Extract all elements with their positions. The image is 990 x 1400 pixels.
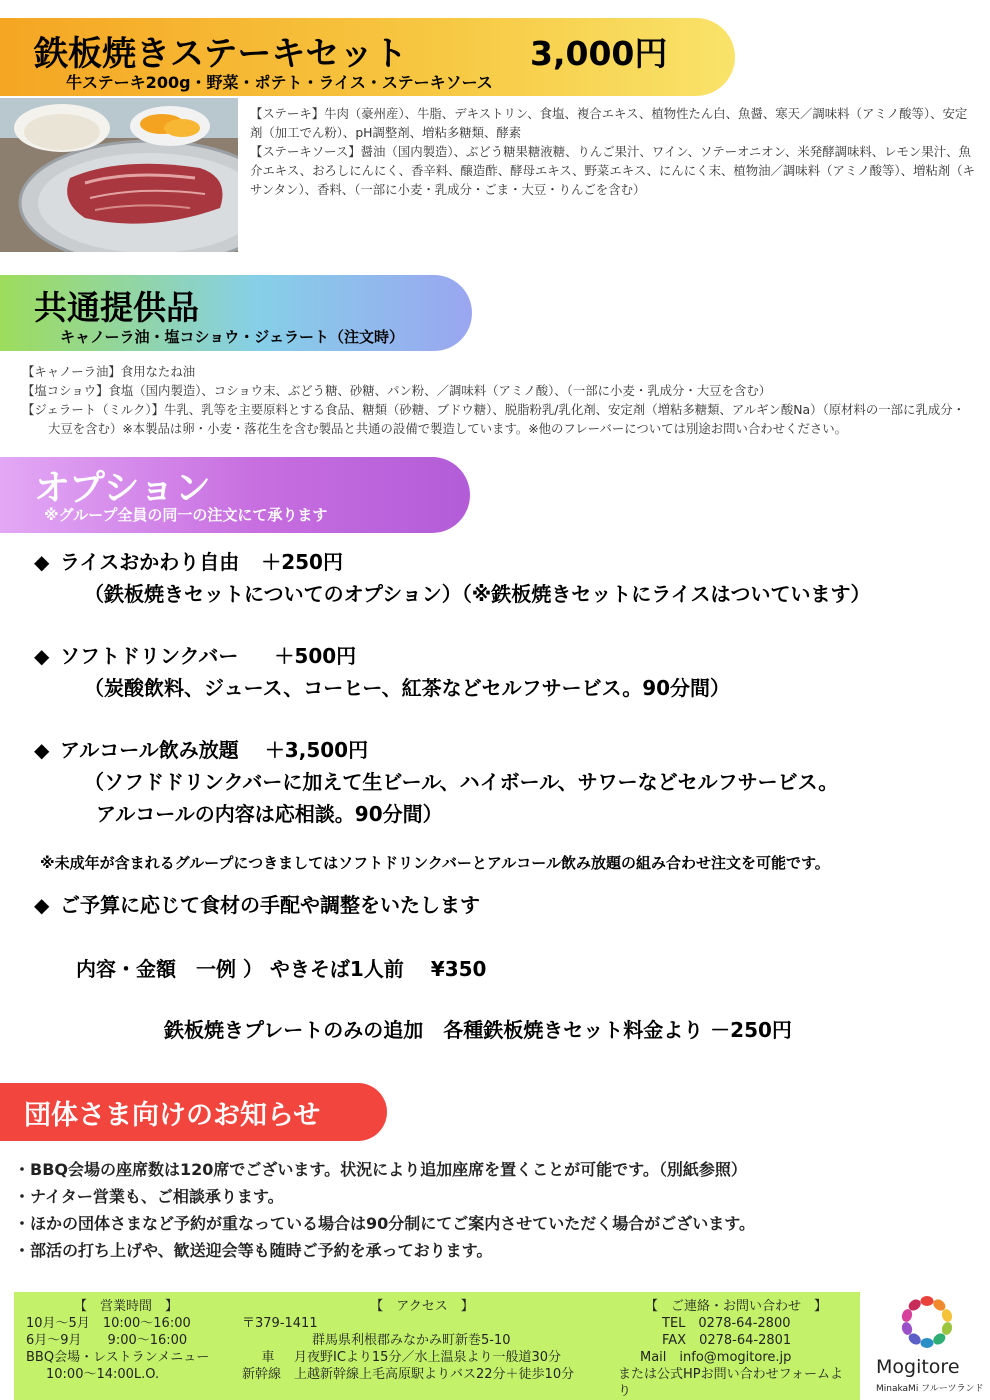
option-price: ＋3,500円 [264,738,369,762]
option-all-you-can-drink-desc1: （ソフドドリンクバーに加えて生ビール、ハイボール、サワーなどセルフサービス。 [84,770,839,794]
steak-ingredients [250,104,975,199]
steak-plate-image [0,98,238,252]
steak-set-price: 3,000円 [530,34,668,73]
steak-photo [0,98,238,252]
option-all-you-can-drink [34,734,368,763]
hours-line: BBQ会場・レストランメニュー [26,1350,210,1365]
train-access: 上越新幹線上毛高原駅よりバス22分＋徒歩10分 [294,1367,575,1382]
logo-petal [921,1338,934,1348]
access-heading: 【 アクセス 】 [370,1299,474,1314]
option-name: アルコール飲み放題 [60,738,239,762]
contact-web: または公式HPお問い合わせフォームより [618,1367,843,1399]
diamond-bullet-icon: ◆ [34,644,50,668]
budget-example: 内容・金額 一例 ） やきそば1人前 ¥350 [76,957,487,981]
option-rice-refill-desc: （鉄板焼きセットについてのオプション）（※鉄板焼きセットにライスはついています） [84,582,871,606]
notice-item: ・部活の打ち上げや、歓送迎会等も随時ご予約を承っております。 [14,1241,493,1260]
contact-tel: TEL 0278-64-2800 [662,1316,791,1331]
contact-heading: 【 ご連絡・お問い合わせ 】 [644,1299,827,1314]
common-items-subtitle: キャノーラ油・塩コショウ・ジェラート（注文時） [60,328,404,346]
car-access: 月夜野ICより15分／水上温泉より一般道30分 [294,1350,561,1365]
option-name: ソフトドリンクバー [60,644,239,668]
hours-heading: 【 営業時間 】 [73,1299,178,1314]
footer-info-box [14,1292,860,1400]
diamond-bullet-icon: ◆ [34,893,50,917]
logo-petal [921,1296,934,1306]
ingredient-steak: 【ステーキ】牛肉（豪州産）、牛脂、デキストリン、食塩、複合エキス、植物性たん白、魚醤、寒天／調味料（アミノ酸等）、安定剤（加工でん粉）、pH調整剤、増粘多糖類、酵素 [250,106,968,140]
contact-fax: FAX 0278-64-2801 [662,1333,792,1348]
option-budget-arrangement [34,889,480,918]
contact-mail: Mail info@mogitore.jp [640,1350,792,1365]
ingredient-canola-oil: 【キャノーラ油】食用なたね油 [22,364,196,379]
option-soft-drink-bar-desc: （炭酸飲料、ジュース、コーヒー、紅茶などセルフサービス。90分間） [84,676,731,700]
address: 群馬県利根郡みなかみ町新巻5-10 [312,1333,511,1348]
train-label: 新幹線 [242,1367,282,1382]
option-soft-drink-bar [34,640,356,669]
postal-code: 〒379-1411 [242,1316,318,1331]
logo-name: Mogitore [876,1356,960,1378]
option-name: ご予算に応じて食材の手配や調整をいたします [60,893,480,917]
steak-set-title: 鉄板焼きステーキセット [34,34,408,74]
options-subtitle: ※グループ全員の同一の注文にて承ります [44,506,328,524]
diamond-bullet-icon: ◆ [34,738,50,762]
car-label: 車 [261,1350,275,1365]
business-hours [26,1298,226,1383]
ingredient-salt-pepper: 【塩コショウ】食塩（国内製造）、コショウ末、ぶどう糖、砂糖、パン粉、／調味料（アミノ酸）、（一部に小麦・乳成分・大豆を含む） [22,383,772,398]
option-name: ライスおかわり自由 [60,550,240,574]
option-price: ＋250円 [261,550,343,574]
notice-item: ・ナイター営業も、ご相談承ります。 [14,1187,284,1206]
plate-only-addition: 鉄板焼きプレートのみの追加 各種鉄板焼きセット料金より －250円 [164,1018,792,1042]
ingredient-steak-sauce: 【ステーキソース】醤油（国内製造）、ぶどう糖果糖液糖、りんご果汁、ワイン、ソテーオニオン、米発酵調味料、レモン果汁、魚介エキス、おろしにんにく、香辛料、醸造酢、酵母エキス、野菜エキス、にんにく末、植物油／調味料（アミノ酸等）、増粘剤（キサンタン）、香料、（一部に小麦・乳成分・ごま・大豆・りんごを含む） [250,144,975,197]
common-items-ingredients [22,362,977,438]
notice-item: ・BBQ会場の座席数は120席でございます。状況により追加座席を置くことが可能です。（別紙参照） [14,1160,747,1179]
hours-line: 10:00～14:00L.O. [46,1367,160,1382]
common-items-title: 共通提供品 [34,288,199,327]
hours-line: 10月～5月 10:00～16:00 [26,1316,191,1331]
diamond-bullet-icon: ◆ [34,550,50,574]
contact-info [618,1298,854,1400]
minor-group-note: ※未成年が含まれるグループにつきましてはソフトドリンクバーとアルコール飲み放題の組み合わせ注文を可能です。 [40,854,830,872]
ingredient-gelato: 【ジェラート（ミルク）】牛乳、乳等を主要原料とする食品、糖類（砂糖、ブドウ糖）、脱脂粉乳/乳化剤、安定剤（増粘多糖類、アルギン酸Na）（原材料の一部に乳成分・大豆を含む）※本製品は卵・小麦・落花生を含む製品と共通の設備で製造しています。※他のフレーバーについては別途お問い合わせください。 [22,402,966,436]
access-info [242,1298,602,1383]
logo-subtitle: MinakaMi フルーツランド [876,1384,984,1394]
group-notice-title: 団体さま向けのお知らせ [24,1100,321,1131]
option-rice-refill [34,546,343,575]
hours-line: 6月～9月 9:00～16:00 [26,1333,188,1348]
option-all-you-can-drink-desc2: アルコールの内容は応相談。90分間） [96,802,443,826]
notice-item: ・ほかの団体さまなど予約が重なっている場合は90分制にてご案内させていただく場合がございます。 [14,1214,755,1233]
options-title: オプション [34,468,211,509]
group-notice-list [14,1156,755,1264]
option-price: ＋500円 [274,644,357,668]
steak-set-subtitle: 牛ステーキ200g・野菜・ポテト・ライス・ステーキソース [66,73,493,92]
